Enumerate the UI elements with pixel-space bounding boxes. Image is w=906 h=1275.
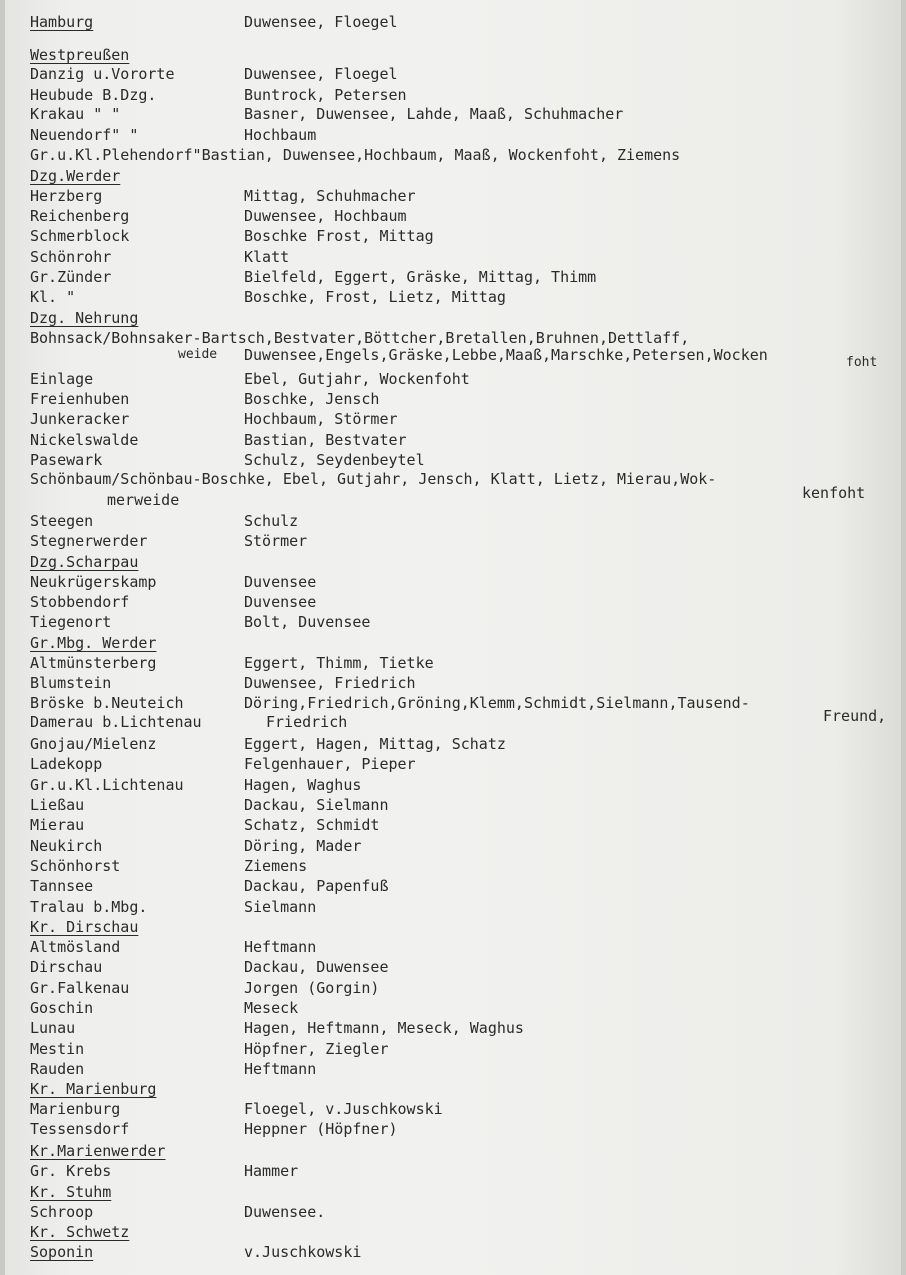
list-row: [30, 612, 900, 632]
list-row: [30, 815, 900, 835]
place-name: Mestin: [30, 1040, 85, 1058]
family-names: Friedrich: [266, 713, 348, 731]
list-row: [30, 450, 900, 470]
list-row: [30, 64, 900, 84]
place-name: Krakau " ": [30, 105, 121, 123]
list-row: [30, 85, 900, 105]
place-name: Goschin: [30, 999, 94, 1017]
list-row: [30, 693, 900, 713]
region-label: Dzg.Werder: [30, 167, 121, 185]
place-name: Neukrügerskamp: [30, 573, 157, 591]
list-row: [30, 1119, 900, 1139]
list-row: [30, 345, 900, 370]
place-name: Schmerblock: [30, 227, 130, 245]
family-names: Meseck: [244, 999, 299, 1017]
family-names: Buntrock, Petersen: [244, 86, 407, 104]
place-name: Freienhuben: [30, 390, 130, 408]
region-heading: [30, 308, 900, 328]
page-right-edge: [901, 0, 906, 1275]
family-names: Felgenhauer, Pieper: [244, 755, 416, 773]
place-name: Altmünsterberg: [30, 654, 157, 672]
family-names: Duwensee,Engels,Gräske,Lebbe,Maaß,Marschke,Petersen,Wocken: [244, 346, 768, 364]
place-name: Tannsee: [30, 877, 94, 895]
list-row: [30, 206, 900, 226]
family-names: Hagen, Waghus: [244, 776, 362, 794]
list-row: [30, 856, 900, 876]
place-name: Schönbaum/Schönbau-Boschke, Ebel, Gutjahr, Jensch, Klatt, Lietz, Mierau,Wok-: [30, 470, 717, 488]
region-label: Gr.Mbg. Werder: [30, 634, 157, 652]
family-names: Eggert, Hagen, Mittag, Schatz: [244, 735, 506, 753]
list-row: [30, 145, 900, 165]
place-name: Heubude B.Dzg.: [30, 86, 157, 104]
family-names: Duvensee: [244, 593, 317, 611]
place-name: Schönrohr: [30, 248, 112, 266]
list-row: [30, 1018, 900, 1038]
list-row: [30, 653, 900, 673]
family-names: v.Juschkowski: [244, 1243, 362, 1261]
family-names: Hochbaum: [244, 126, 317, 144]
place-name: Tralau b.Mbg.: [30, 898, 148, 916]
region-heading: [30, 1079, 900, 1099]
list-row: [30, 673, 900, 693]
place-name: Pasewark: [30, 451, 103, 469]
place-name: merweide: [107, 491, 180, 509]
place-name: Rauden: [30, 1060, 85, 1078]
list-row: [30, 389, 900, 409]
list-row: [30, 1242, 900, 1262]
family-names: Hochbaum, Störmer: [244, 410, 398, 428]
list-row: [30, 897, 900, 917]
place-name: Soponin: [30, 1243, 94, 1261]
list-row: [30, 369, 900, 389]
place-name: Ladekopp: [30, 755, 103, 773]
region-label: Westpreußen: [30, 46, 130, 64]
family-names: Ebel, Gutjahr, Wockenfoht: [244, 370, 470, 388]
list-row: [30, 12, 900, 32]
list-row: [30, 734, 900, 754]
region-label: Dzg.Scharpau: [30, 553, 139, 571]
family-names: Duwensee, Hochbaum: [244, 207, 407, 225]
place-name: Gr.Zünder: [30, 268, 112, 286]
region-heading: [30, 1141, 900, 1161]
list-row: [30, 226, 900, 246]
family-names: Heftmann: [244, 938, 317, 956]
family-names: Duwensee.: [244, 1203, 326, 1221]
place-name: Tiegenort: [30, 613, 112, 631]
place-name: Tessensdorf: [30, 1120, 130, 1138]
region-label: Kr. Dirschau: [30, 918, 139, 936]
names-continuation: kenfoht: [802, 484, 866, 502]
place-name: Stobbendorf: [30, 593, 130, 611]
family-names: Dackau, Duwensee: [244, 958, 389, 976]
family-names: Ziemens: [244, 857, 308, 875]
list-row: [30, 104, 900, 124]
list-row: [30, 795, 900, 815]
family-names: Hammer: [244, 1162, 299, 1180]
place-name: Bohnsack/Bohnsaker-Bartsch,Bestvater,Böttcher,Bretallen,Bruhnen,Dettlaff,: [30, 329, 690, 347]
family-names: Bolt, Duvensee: [244, 613, 371, 631]
list-row: [30, 430, 900, 450]
place-name: Kl. ": [30, 288, 76, 306]
list-row: [30, 1039, 900, 1059]
list-row: [30, 978, 900, 998]
place-name: Mierau: [30, 816, 85, 834]
place-name: Marienburg: [30, 1100, 121, 1118]
family-names: Boschke Frost, Mittag: [244, 227, 434, 245]
place-name: Nickelswalde: [30, 431, 139, 449]
list-row: [30, 1059, 900, 1079]
region-heading: [30, 1182, 900, 1202]
family-names: Schulz: [244, 512, 299, 530]
family-names: Bastian, Bestvater: [244, 431, 407, 449]
list-row: [30, 876, 900, 896]
list-row: [30, 287, 900, 307]
place-name: Gr.u.Kl.Plehendorf"Bastian, Duwensee,Hochbaum, Maaß, Wockenfoht, Ziemens: [30, 146, 681, 164]
place-name: Einlage: [30, 370, 94, 388]
list-row: [30, 998, 900, 1018]
region-label: Kr. Marienburg: [30, 1080, 157, 1098]
place-name: Damerau b.Lichtenau: [30, 713, 202, 731]
family-names: Klatt: [244, 248, 290, 266]
list-row: [30, 247, 900, 267]
list-row: [30, 957, 900, 977]
list-row: [30, 1099, 900, 1119]
place-name: Blumstein: [30, 674, 112, 692]
region-heading: [30, 633, 900, 653]
list-row: [30, 484, 900, 510]
place-name: Danzig u.Vororte: [30, 65, 175, 83]
family-names: Boschke, Frost, Lietz, Mittag: [244, 288, 506, 306]
region-label: Kr. Schwetz: [30, 1223, 130, 1241]
list-row: [30, 937, 900, 957]
list-row: [30, 1202, 900, 1222]
place-name: Schönhorst: [30, 857, 121, 875]
city-heading: Hamburg: [30, 13, 94, 31]
region-label: Kr.Marienwerder: [30, 1142, 166, 1160]
list-row: [30, 511, 900, 531]
list-row: [30, 592, 900, 612]
family-names: Jorgen (Gorgin): [244, 979, 380, 997]
page-left-edge: [0, 0, 5, 1275]
names-continuation: Freund,: [823, 707, 887, 725]
region-heading: [30, 166, 900, 186]
list-row: [30, 186, 900, 206]
list-row: [30, 754, 900, 774]
list-row: [30, 267, 900, 287]
family-names: Mittag, Schuhmacher: [244, 187, 416, 205]
place-name: Stegnerwerder: [30, 532, 148, 550]
family-names: Heppner (Höpfner): [244, 1120, 398, 1138]
place-name: weide: [178, 347, 218, 362]
family-names: Dackau, Sielmann: [244, 796, 389, 814]
list-row: [30, 469, 900, 489]
family-names: Störmer: [244, 532, 308, 550]
list-row: [30, 409, 900, 429]
family-names: Eggert, Thimm, Tietke: [244, 654, 434, 672]
place-name: Neuendorf" ": [30, 126, 139, 144]
place-name: Ließau: [30, 796, 85, 814]
region-heading: [30, 45, 900, 65]
family-names: Hagen, Heftmann, Meseck, Waghus: [244, 1019, 524, 1037]
list-row: [30, 707, 900, 732]
list-row: [30, 775, 900, 795]
place-name: Gr.u.Kl.Lichtenau: [30, 776, 184, 794]
place-name: Herzberg: [30, 187, 103, 205]
family-names: Sielmann: [244, 898, 317, 916]
family-names: Basner, Duwensee, Lahde, Maaß, Schuhmacher: [244, 105, 624, 123]
family-names: Heftmann: [244, 1060, 317, 1078]
place-name: Dirschau: [30, 958, 103, 976]
place-name: Gr.Falkenau: [30, 979, 130, 997]
place-name: Gnojau/Mielenz: [30, 735, 157, 753]
family-names: Duwensee, Floegel: [244, 65, 398, 83]
place-name: Steegen: [30, 512, 94, 530]
family-names: Dackau, Papenfuß: [244, 877, 389, 895]
list-row: [30, 1161, 900, 1181]
list-row: [30, 572, 900, 592]
region-label: Dzg. Nehrung: [30, 309, 139, 327]
family-names: Döring,Friedrich,Gröning,Klemm,Schmidt,Sielmann,Tausend-: [244, 694, 750, 712]
place-name: Altmösland: [30, 938, 121, 956]
place-name: Lunau: [30, 1019, 76, 1037]
place-name: Gr. Krebs: [30, 1162, 112, 1180]
family-names: Boschke, Jensch: [244, 390, 380, 408]
region-label: Kr. Stuhm: [30, 1183, 112, 1201]
list-row: [30, 836, 900, 856]
family-names: Döring, Mader: [244, 837, 362, 855]
names-continuation: foht: [846, 355, 878, 370]
family-names: Duwensee, Friedrich: [244, 674, 416, 692]
family-names: Bielfeld, Eggert, Gräske, Mittag, Thimm: [244, 268, 597, 286]
region-heading: [30, 1222, 900, 1242]
family-names: Duwensee, Floegel: [244, 13, 398, 31]
list-row: [30, 125, 900, 145]
family-names: Floegel, v.Juschkowski: [244, 1100, 443, 1118]
place-name: Schroop: [30, 1203, 94, 1221]
family-names: Höpfner, Ziegler: [244, 1040, 389, 1058]
region-heading: [30, 552, 900, 572]
family-names: Schatz, Schmidt: [244, 816, 380, 834]
list-row: [30, 531, 900, 551]
family-names: Duvensee: [244, 573, 317, 591]
place-name: Junkeracker: [30, 410, 130, 428]
place-name: Neukirch: [30, 837, 103, 855]
family-names: Schulz, Seydenbeytel: [244, 451, 425, 469]
region-heading: [30, 917, 900, 937]
place-name: Reichenberg: [30, 207, 130, 225]
place-name: Bröske b.Neuteich: [30, 694, 184, 712]
